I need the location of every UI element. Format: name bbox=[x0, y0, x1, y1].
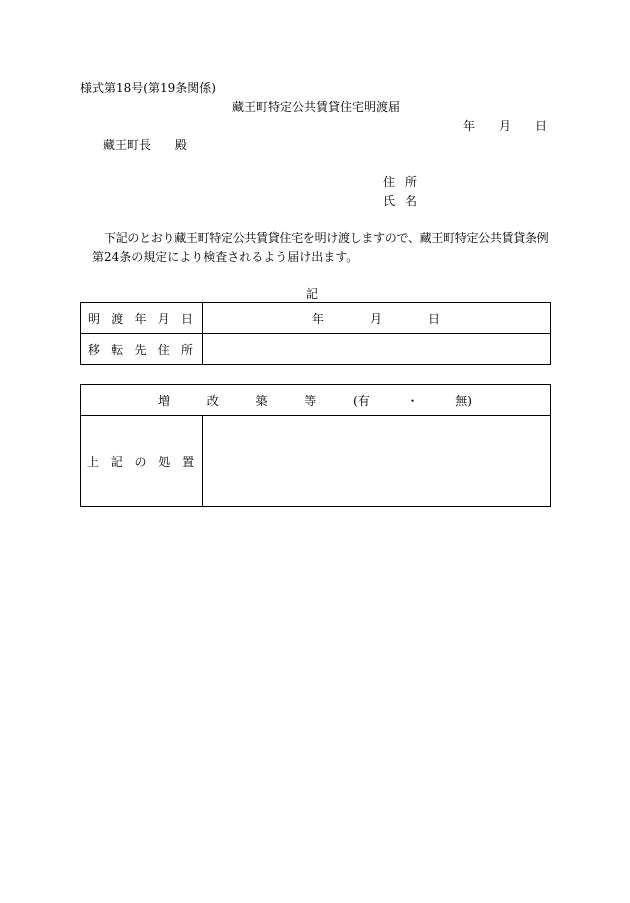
handover-table bbox=[80, 302, 551, 365]
submission-date bbox=[463, 119, 547, 133]
addressee-honorific: 殿 bbox=[174, 138, 187, 152]
ki-heading: 記 bbox=[306, 287, 319, 301]
document-title: 藏王町特定公共賃貸住宅明渡届 bbox=[232, 100, 401, 114]
form-number: 様式第18号(第19条関係) bbox=[80, 81, 216, 95]
handover-date-field[interactable] bbox=[203, 303, 551, 334]
date-day-label: 日 bbox=[534, 119, 547, 133]
date-year-label: 年 bbox=[463, 119, 476, 133]
body-text-line2: 第24条の規定により検査されるよう届け出ます。 bbox=[92, 250, 359, 264]
handover-month-label: 月 bbox=[369, 311, 382, 326]
handover-date-label: 明 渡 年 月 日 bbox=[81, 303, 203, 334]
new-address-field[interactable] bbox=[203, 334, 551, 365]
new-address-label: 移 転 先 住 所 bbox=[81, 334, 203, 365]
addressee bbox=[103, 138, 187, 152]
renovation-table bbox=[80, 384, 551, 507]
date-month-label: 月 bbox=[498, 119, 511, 133]
body-text-line1: 下記のとおり藏王町特定公共賃貸住宅を明け渡しますので、藏王町特定公共賃貸条例 bbox=[104, 231, 549, 245]
addressee-name: 藏王町長 bbox=[103, 138, 152, 152]
disposition-field[interactable] bbox=[203, 416, 551, 507]
renovation-header: 増 改 築 等 (有 ・ 無) bbox=[81, 385, 551, 416]
address-label: 住 所 bbox=[383, 175, 417, 189]
handover-year-label: 年 bbox=[312, 311, 325, 326]
handover-day-label: 日 bbox=[427, 311, 440, 326]
name-label: 氏 名 bbox=[383, 194, 417, 208]
disposition-label: 上 記 の 処 置 bbox=[81, 416, 203, 507]
